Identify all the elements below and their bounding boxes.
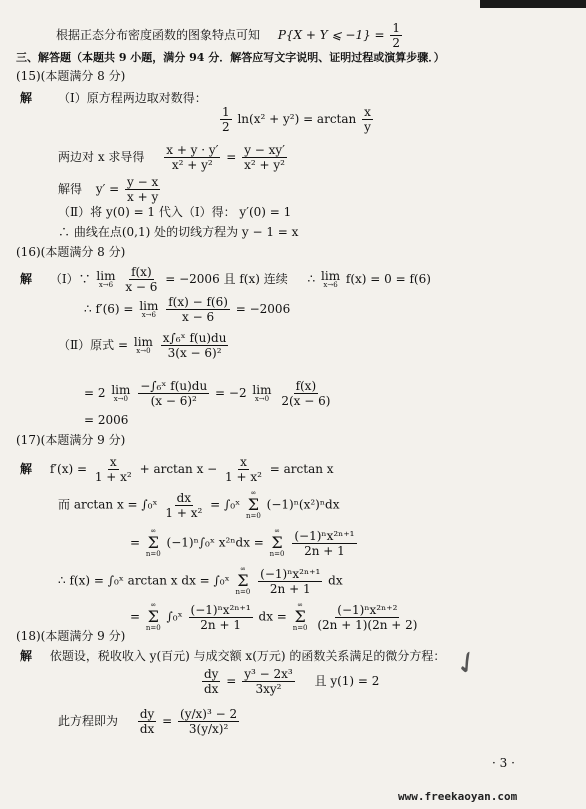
header-bar xyxy=(480,0,586,8)
q15-part1: （Ⅰ）原方程两边取对数得： xyxy=(58,91,207,105)
q16-heading: (16)(本题满分 8 分) xyxy=(16,245,126,259)
q18-ode: $\frac{dy}{dx}$ = $\frac{\text{y³ − 2x³}}{\text{3xy²}}$ 且 y(1) = 2 xyxy=(204,667,380,696)
q18-setup: 解 依题设，税收收入 y(百元) 与成交额 x(万元) 的函数关系满足的微分方程： xyxy=(20,649,446,663)
q16-derivative: ∴ f′(6) = lim x→6 $\frac{f(x) - f(6)}{x - 6}$ = −2006 xyxy=(84,295,291,324)
q17-derivative: 解 f′(x) = $\frac{x}{\text{1 + x²}}$ + arctan x − $\frac{x}{\text{1 + x²}}$ = arctan x xyxy=(20,455,334,484)
footer-url[interactable]: www.freekaoyan.com xyxy=(398,790,518,803)
check-mark-icon: ✓ xyxy=(447,642,488,685)
q16-lhopital: = 2 lim x→0 $\frac{\text{−∫₆ˣ f(u)du}}{\text{(x − 6)²}}$ = −2 lim x→0 $\frac{f(x)}{2(x - 6)}$ xyxy=(84,379,331,408)
q17-arctan-series: 而 arctan x = ∫₀ˣ $\frac{dx}{\text{1 + x²}}$ = ∫₀ˣ ∞ Σ n=0 (−1)ⁿ(x²)ⁿdx xyxy=(58,489,340,520)
q15-eq1: $\frac{1}{2}$ ln(x² + y²) = arctan $\frac{x}{y}$ xyxy=(222,105,371,134)
q18-homogeneous: 此方程即为 $\frac{dy}{dx}$ = $\frac{\text{(y/x)³ − 2}}{\text{3(y/x)²}}$ xyxy=(58,707,238,736)
q15-part2: （Ⅱ）将 y(0) = 1 代入（Ⅰ）得： y′(0) = 1 xyxy=(58,205,292,219)
q16-part2: （Ⅱ）原式 = lim x→0 $\frac{\text{x∫₆ˣ f(u)du}}{\text{3(x − 6)²}}$ xyxy=(58,331,227,360)
intro-line: 根据正态分布密度函数的图象特点可知 P{X + Y ⩽ −1} = $\frac{1}{2}$ xyxy=(56,21,401,50)
page-number: · 3 · xyxy=(492,756,515,770)
q18-heading: (18)(本题满分 9 分) xyxy=(16,629,126,643)
q17-fx: ∴ f(x) = ∫₀ˣ arctan x dx = ∫₀ˣ ∞ Σ n=0 $\frac{\text{(−1)ⁿx²ⁿ⁺¹}}{2n + 1}$ dx xyxy=(58,565,343,596)
q15-derivative: 两边对 x 求导得 $\frac{x + y \cdot y'}{\text{x² + y²}}$ = $\frac{y - xy'}{\text{x² + y²}}$ xyxy=(58,143,285,172)
q16-part1: 解 （Ⅰ）∵ lim x→6 $\frac{f(x)}{x - 6}$ = −2006 且 f(x) 连续 ∴ lim x→6 f(x) = 0 = f(6) xyxy=(20,265,431,294)
q15-tangent: ∴ 曲线在点(0,1) 处的切线方程为 y − 1 = x xyxy=(58,225,299,239)
q16-result: = 2006 xyxy=(84,413,129,427)
q17-heading: (17)(本题满分 9 分) xyxy=(16,433,126,447)
section-heading: 三、解答题（本题共 9 小题，满分 94 分．解答应写文字说明、证明过程或演算步骤．） xyxy=(16,51,445,64)
q15-heading: (15)(本题满分 8 分) xyxy=(16,69,126,83)
q17-fx-series: = ∞ Σ n=0 ∫₀ˣ $\frac{\text{(−1)ⁿx²ⁿ⁺¹}}{2n + 1}$ dx = ∞ Σ n=0 $\frac{\text{(−1)ⁿx²ⁿ⁺²}}{(2n + 1)(2n + 2)}$ xyxy=(130,601,418,632)
solution-label: 解 xyxy=(20,91,33,105)
q15-solve: 解得 y′ = $\frac{y - x}{x + y}$ xyxy=(58,175,159,204)
q17-termwise: = ∞ Σ n=0 (−1)ⁿ∫₀ˣ x²ⁿdx = ∞ Σ n=0 $\frac{\text{(−1)ⁿx²ⁿ⁺¹}}{2n + 1}$ xyxy=(130,527,355,558)
